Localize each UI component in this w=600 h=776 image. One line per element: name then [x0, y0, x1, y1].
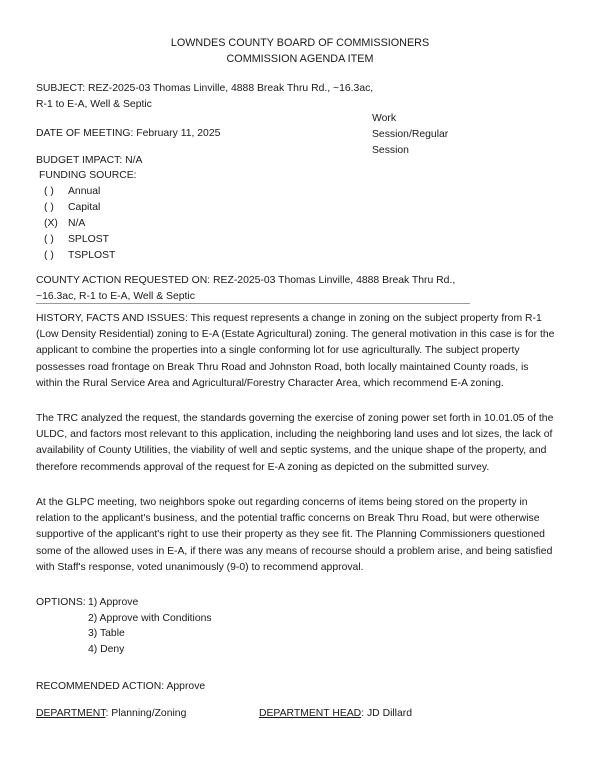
session-line-3: Session — [372, 145, 409, 156]
department-value: : Planning/Zoning — [105, 708, 187, 719]
funding-option-tsplost — [44, 248, 115, 264]
section-divider — [36, 303, 470, 304]
glpc-meeting-paragraph: At the GLPC meeting, two neighbors spoke out regarding concerns of items being stored on the property in relation to the applicant's business, and the potential traffic concerns on Break Thru Road, but were otherwise supportive of the applicant's right to use their property as they see fit. The Planning Commissioners questioned some of the allowed uses in E-A, if there was any means of recourse should a problem arise, and being satisfied with Staff's response, voted unanimously (9-0) to recommend approval. — [36, 497, 553, 573]
option-item: 1) Approve — [88, 597, 139, 608]
option-item: 2) Approve with Conditions — [88, 612, 212, 624]
funding-source-label: FUNDING SOURCE: — [39, 170, 137, 181]
funding-checkbox-mark: ( ) — [44, 186, 54, 197]
session-line-1: Work — [372, 113, 397, 124]
document-header — [0, 35, 600, 67]
options-label: OPTIONS: — [36, 597, 86, 608]
funding-option-annual — [44, 184, 115, 200]
session-line-2: Session/Regular — [372, 129, 449, 140]
subject-line-1: SUBJECT: REZ-2025-03 Thomas Linville, 4888 Break Thru Rd., ~16.3ac, — [36, 83, 374, 94]
trc-analysis-paragraph: The TRC analyzed the request, the standards governing the exercise of zoning power set forth in 10.01.05 of the ULDC, and factors most relevant to this application, including the neighboring land uses and lot sizes, the lack of availability of County Utilities, the viability of well and septic systems, and the unique shape of the property, and therefore recommends approval of the request for E-A zoning as depicted on the submitted survey. — [36, 413, 554, 473]
county-action-requested — [36, 273, 455, 305]
agenda-item-title: COMMISSION AGENDA ITEM — [226, 53, 374, 65]
funding-source-list — [44, 184, 115, 264]
department — [36, 706, 186, 721]
funding-option-label: TSPLOST — [68, 250, 116, 261]
department-head-value: : JD Dillard — [361, 708, 413, 719]
department-head-label: DEPARTMENT HEAD — [259, 708, 362, 719]
session-type — [372, 111, 448, 159]
budget-impact: BUDGET IMPACT: N/A — [36, 155, 143, 166]
funding-checkbox-mark: ( ) — [44, 234, 54, 245]
subject-block — [36, 81, 373, 113]
funding-option-na — [44, 216, 115, 232]
subject-line-2: R-1 to E-A, Well & Septic — [36, 99, 152, 110]
department-head — [259, 706, 412, 721]
county-action-line-1: COUNTY ACTION REQUESTED ON: REZ-2025-03 Thomas Linville, 4888 Break Thru Rd., — [36, 275, 456, 286]
department-label: DEPARTMENT — [36, 708, 106, 719]
funding-option-label: N/A — [68, 218, 86, 229]
option-item: 3) Table — [88, 628, 125, 639]
funding-checkbox-mark: (X) — [44, 218, 58, 229]
funding-checkbox-mark: ( ) — [44, 250, 54, 261]
option-item: 4) Deny — [88, 643, 125, 655]
recommended-action: RECOMMENDED ACTION: Approve — [36, 681, 206, 692]
history-facts-issues-paragraph: HISTORY, FACTS AND ISSUES: This request represents a change in zoning on the subject property from R-1 (Low Density Residential) zoning to E-A (Estate Agricultural) zoning. The general motivation in this case is for the applicant to combine the properties into a single conforming lot for use agriculturally. The subject property possesses road frontage on Break Thru Road and Johnston Road, both locally maintained County roads, is within the Rural Service Area and Agricultural/Forestry Character Area, which recommend E-A zoning. — [36, 313, 555, 389]
funding-option-label: Capital — [68, 202, 101, 213]
funding-option-splost — [44, 232, 115, 248]
options-block — [36, 595, 212, 657]
funding-option-label: SPLOST — [68, 234, 109, 245]
funding-option-label: Annual — [68, 186, 101, 197]
funding-checkbox-mark: ( ) — [44, 202, 54, 213]
county-action-line-2: ~16.3ac, R-1 to E-A, Well & Septic — [36, 291, 195, 302]
meeting-date: DATE OF MEETING: February 11, 2025 — [36, 128, 221, 139]
funding-option-capital — [44, 200, 115, 216]
board-title: LOWNDES COUNTY BOARD OF COMMISSIONERS — [170, 37, 430, 49]
